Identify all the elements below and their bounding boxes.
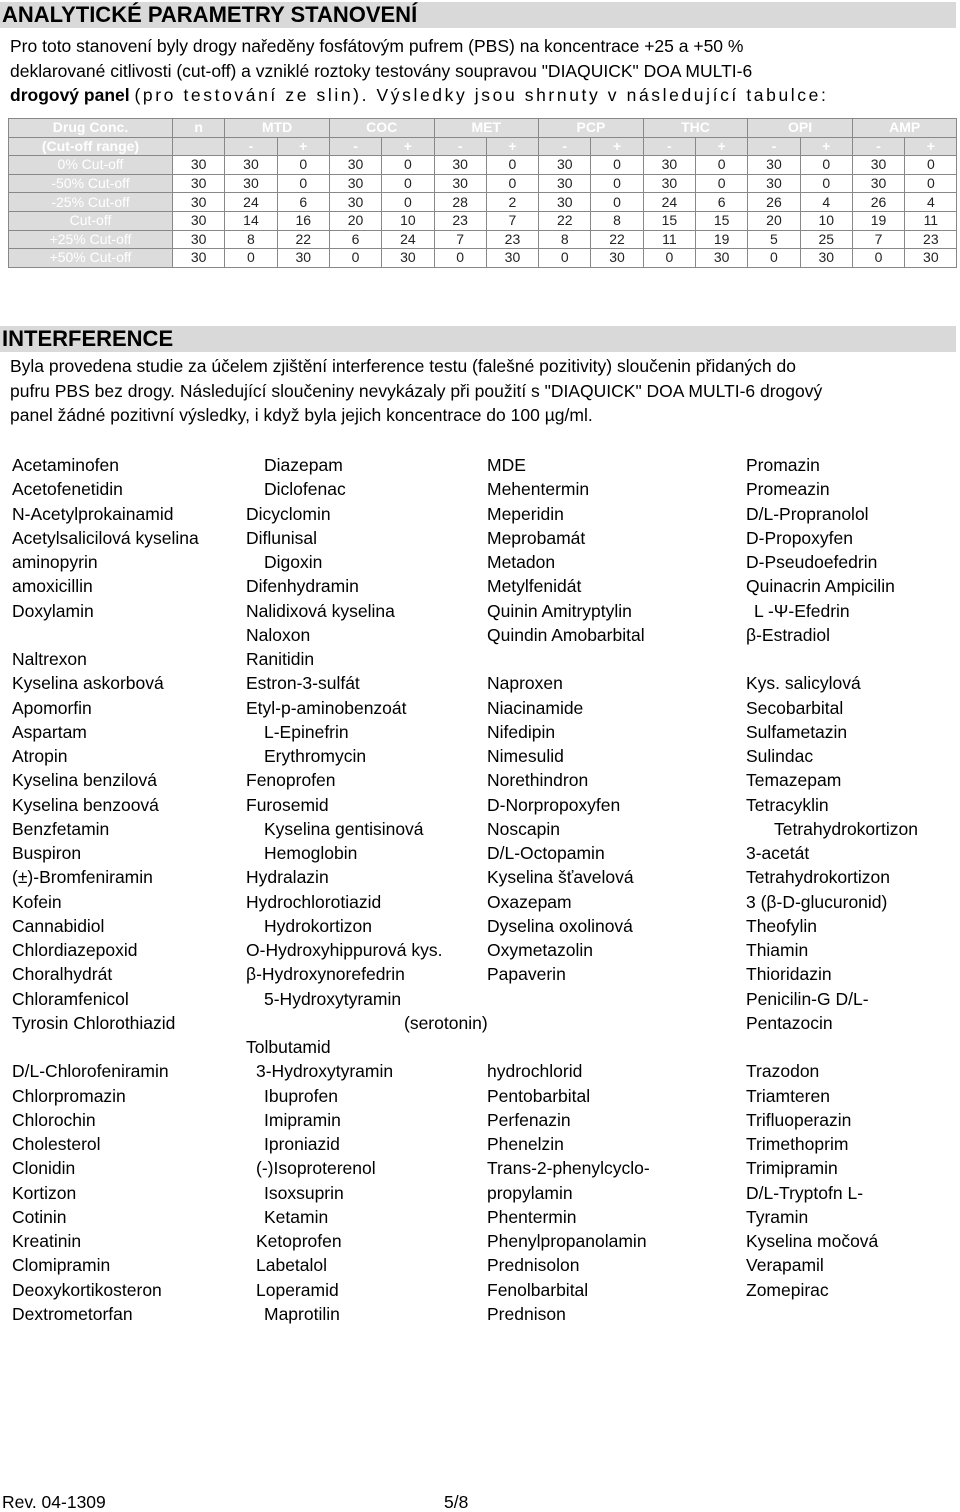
table-cell: 0 [434, 249, 486, 268]
compound-item: 3-Hydroxytyramin [256, 1061, 394, 1082]
compound-item: O-Hydroxyhippurová kys. [246, 940, 443, 960]
panel-note: (pro testování ze slin). Výsledky jsou shrnuty v následující tabulce: [134, 85, 829, 105]
compound-item: Trazodon [746, 1061, 820, 1082]
stanoveni-line-3 [10, 83, 956, 108]
table-cell: 0 [591, 193, 643, 212]
table-cell: 6 [277, 193, 329, 212]
table-cell: 30 [173, 193, 225, 212]
header-sign: + [591, 137, 643, 156]
table-cell: 0 [591, 156, 643, 175]
table-cell: 10 [800, 211, 852, 230]
compound-item: Thiamin [746, 940, 809, 960]
table-cell: 0 [539, 249, 591, 268]
panel-name: drogový panel [10, 85, 130, 105]
compound-item: Trimethoprim [746, 1134, 849, 1154]
table-cell: 30 [643, 174, 695, 193]
table-cell: 19 [852, 211, 904, 230]
compound-item: D/L-Propranolol [746, 503, 869, 524]
compound-item: Mehentermin [487, 479, 590, 500]
table-cell: 0 [591, 174, 643, 193]
section-title-stanoveni: ANALYTICKÉ PARAMETRY STANOVENÍ [0, 2, 956, 28]
compound-item: Apomorfin [12, 697, 92, 718]
compound-item: Diazepam [264, 455, 343, 475]
compound-item: Prednisolon [487, 1255, 580, 1276]
header-sign: + [382, 137, 434, 156]
compound-item: Cannabidiol [12, 915, 105, 936]
table-cell: 23 [905, 230, 957, 249]
compound-item: D-Norpropoxyfen [487, 794, 621, 815]
footer-revision: Rev. 04-1309 [2, 1492, 106, 1512]
table-cell: 0 [852, 249, 904, 268]
table-cell: 14 [225, 211, 277, 230]
compound-item: Zomepirac [746, 1279, 829, 1300]
table-header-row-1 [9, 119, 957, 138]
compound-item: Sulfametazin [746, 721, 848, 742]
table-row [9, 174, 957, 193]
compound-item: Dicyclomin [246, 503, 331, 524]
table-cell: 0 [748, 249, 800, 268]
header-sign: + [905, 137, 957, 156]
compound-item: Ibuprofen [264, 1085, 338, 1106]
compound-item: Naloxon [246, 624, 311, 645]
header-sign: - [434, 137, 486, 156]
compound-item: Tyrosin Chlorothiazid [12, 1012, 176, 1033]
table-cell: 20 [748, 211, 800, 230]
table-cell: 0 [277, 156, 329, 175]
compound-item: Isoxsuprin [264, 1182, 344, 1203]
compound-item: D-Pseudoefedrin [746, 552, 878, 572]
table-cell: 30 [905, 249, 957, 268]
table-cell: 0 [696, 174, 748, 193]
table-cell: 0 [905, 156, 957, 175]
compound-item: Chloramfenicol [12, 988, 129, 1009]
interference-line-2: pufru PBS bez drogy. Následující sloučeniny nevykázaly při použití s "DIAQUICK" DOA MULTI-6 drogový [10, 380, 823, 401]
compound-item: Tetracyklin [746, 794, 829, 815]
row-label: Cut-off [9, 211, 173, 230]
table-row [9, 156, 957, 175]
table-cell: 26 [748, 193, 800, 212]
compound-item: Fenoprofen [246, 770, 336, 791]
table-cell: 23 [486, 230, 538, 249]
table-cell: 15 [643, 211, 695, 230]
header-sign: - [539, 137, 591, 156]
header-met: MET [434, 119, 539, 138]
compound-item: Trans-2-phenylcyclo- [487, 1158, 650, 1179]
compound-item: Fenolbarbital [487, 1279, 589, 1300]
table-cell: 30 [173, 249, 225, 268]
compound-item: Phentermin [487, 1206, 577, 1227]
table-cell: 30 [225, 174, 277, 193]
compound-item: Trifluoperazin [746, 1109, 852, 1130]
table-cell: 22 [539, 211, 591, 230]
row-label: +50% Cut-off [9, 249, 173, 268]
header-drug-conc: Drug Conc. [9, 119, 173, 138]
compound-item: Pentazocin [746, 1012, 833, 1033]
compound-item: D/L-Octopamin [487, 843, 605, 863]
compound-item: Temazepam [746, 770, 842, 791]
compound-item: β-Estradiol [746, 624, 830, 645]
table-cell: 0 [486, 156, 538, 175]
interference-line-3: panel žádné pozitivní výsledky, i když byla jejich koncentrace do 100 µg/ml. [10, 405, 593, 425]
compound-item: Prednison [487, 1303, 566, 1324]
table-cell: 6 [329, 230, 381, 249]
compound-item: Quinin Amitryptylin [487, 600, 632, 621]
table-cell: 8 [225, 230, 277, 249]
compound-item: propylamin [487, 1182, 573, 1203]
compound-item: Digoxin [264, 552, 323, 572]
compound-item: Maprotilin [264, 1303, 340, 1324]
table-cell: 0 [486, 174, 538, 193]
compound-item: Etyl-p-aminobenzoát [246, 697, 407, 718]
compound-item: 5-Hydroxytyramin [264, 988, 402, 1009]
header-sign: - [329, 137, 381, 156]
compound-item: hydrochlorid [487, 1061, 583, 1082]
table-cell: 30 [800, 249, 852, 268]
compound-item: 3 (β-D-glucuronid) [746, 891, 888, 912]
table-cell: 24 [643, 193, 695, 212]
table-row [9, 249, 957, 268]
compound-item: Clonidin [12, 1158, 76, 1179]
table-cell: 4 [905, 193, 957, 212]
table-cell: 5 [748, 230, 800, 249]
table-cell: 7 [852, 230, 904, 249]
compound-item: Penicilin-G D/L- [746, 988, 869, 1009]
table-row [9, 193, 957, 212]
header-sign: + [486, 137, 538, 156]
table-cell: 26 [852, 193, 904, 212]
table-cell: 0 [800, 174, 852, 193]
compound-item: Nalidixová kyselina [246, 600, 395, 621]
header-n: n [173, 119, 225, 138]
compound-item: L-Epinefrin [264, 721, 349, 742]
interference-paragraph [10, 354, 956, 428]
compound-item: Diflunisal [246, 527, 317, 548]
table-cell: 4 [800, 193, 852, 212]
section-title-interference: INTERFERENCE [0, 326, 956, 352]
table-cell: 25 [800, 230, 852, 249]
compound-item: Naproxen [487, 673, 563, 694]
compound-item: Ranitidin [246, 649, 315, 669]
header-pcp: PCP [539, 119, 644, 138]
footer-page-number: 5/8 [444, 1492, 469, 1512]
compound-item: Kyselina močová [746, 1231, 879, 1251]
compound-item: Erythromycin [264, 746, 367, 766]
table-cell: 30 [382, 249, 434, 268]
table-cell: 0 [382, 174, 434, 193]
table-cell: 8 [591, 211, 643, 230]
table-cell: 30 [173, 174, 225, 193]
table-cell: 0 [277, 174, 329, 193]
compound-item: (±)-Bromfeniramin [12, 867, 153, 888]
compound-item: Hydrochlorotiazid [246, 891, 382, 912]
table-cell: 30 [748, 174, 800, 193]
compound-item: Imipramin [264, 1109, 341, 1130]
header-sign: + [800, 137, 852, 156]
table-cell: 22 [591, 230, 643, 249]
stanoveni-line-1: Pro toto stanovení byly drogy naředěny fosfátovým pufrem (PBS) na koncentrace +25 a +50 % [10, 36, 744, 56]
compound-item: Chlordiazepoxid [12, 940, 138, 960]
compound-item: Chlorochin [12, 1109, 96, 1130]
compound-item: Kofein [12, 891, 62, 912]
table-cell: 30 [173, 156, 225, 175]
compound-item: Labetalol [256, 1255, 328, 1276]
table-cell: 20 [329, 211, 381, 230]
table-cell: 0 [696, 156, 748, 175]
stanoveni-paragraph [10, 34, 956, 108]
compound-item: Promeazin [746, 479, 830, 500]
compound-item: Hydralazin [246, 867, 329, 888]
compound-item: Theofylin [746, 915, 818, 936]
table-cell: 11 [905, 211, 957, 230]
stanoveni-line-2: deklarované citlivosti (cut-off) a vzniklé roztoky testovány soupravou "DIAQUICK" DOA MULTI-6 [10, 60, 753, 81]
table-cell: 30 [696, 249, 748, 268]
header-sign: - [643, 137, 695, 156]
table-row [9, 230, 957, 249]
compound-item: Atropin [12, 746, 68, 766]
compound-item: Tolbutamid [246, 1037, 331, 1057]
compound-item: Tetrahydrokortizon [746, 867, 890, 888]
compound-item: Furosemid [246, 794, 329, 815]
compound-item: aminopyrin [12, 552, 98, 572]
compound-item: Cotinin [12, 1206, 67, 1227]
compound-item: β-Hydroxynorefedrin [246, 964, 405, 985]
compound-item: Loperamid [256, 1279, 339, 1300]
compound-item: Oxymetazolin [487, 940, 594, 960]
compound-item: Hemoglobin [264, 843, 358, 863]
compound-item: Kortizon [12, 1182, 77, 1203]
compound-item: Promazin [746, 455, 820, 475]
compound-item: Deoxykortikosteron [12, 1279, 162, 1300]
table-cell: 30 [329, 193, 381, 212]
table-cell: 30 [277, 249, 329, 268]
table-cell: 11 [643, 230, 695, 249]
table-cell: 0 [329, 249, 381, 268]
compound-item: Metylfenidát [487, 576, 582, 597]
compound-item: Kys. salicylová [746, 673, 861, 694]
header-cutoff-range: (Cut-off range) [9, 137, 173, 156]
compound-item: Kyselina benzoová [12, 794, 159, 815]
compound-item: Niacinamide [487, 697, 584, 718]
header-coc: COC [329, 119, 434, 138]
table-cell: 0 [382, 156, 434, 175]
compound-item: Oxazepam [487, 891, 572, 912]
table-cell: 19 [696, 230, 748, 249]
results-table [8, 118, 957, 268]
table-cell: 30 [591, 249, 643, 268]
table-cell: 28 [434, 193, 486, 212]
compound-item: (-)Isoproterenol [256, 1158, 376, 1179]
row-label: -25% Cut-off [9, 193, 173, 212]
compound-item: MDE [487, 455, 526, 475]
table-cell: 30 [434, 156, 486, 175]
row-label: +25% Cut-off [9, 230, 173, 249]
compound-item: Kyselina gentisinová [264, 818, 424, 839]
compound-item: Norethindron [487, 770, 589, 791]
table-cell: 24 [225, 193, 277, 212]
compound-item: Nimesulid [487, 746, 564, 766]
compound-item: Aspartam [12, 721, 87, 742]
compound-item: Acetofenetidin [12, 479, 123, 500]
table-cell: 6 [696, 193, 748, 212]
compound-item: Naltrexon [12, 649, 87, 669]
compound-item: Tyramin [746, 1206, 809, 1227]
compound-item: N-Acetylprokainamid [12, 503, 174, 524]
table-cell: 30 [539, 156, 591, 175]
compound-item: D-Propoxyfen [746, 527, 853, 548]
compound-item: Acetaminofen [12, 455, 120, 475]
compound-item: Estron-3-sulfát [246, 673, 360, 694]
table-cell: 30 [643, 156, 695, 175]
header-thc: THC [643, 119, 748, 138]
header-opi: OPI [748, 119, 853, 138]
table-cell: 10 [382, 211, 434, 230]
table-cell: 16 [277, 211, 329, 230]
compound-item: Clomipramin [12, 1255, 111, 1276]
table-cell: 24 [382, 230, 434, 249]
header-sign: + [696, 137, 748, 156]
compound-item: Perfenazin [487, 1109, 571, 1130]
header-sign [173, 137, 225, 156]
compound-item-note: (serotonin) [404, 1012, 488, 1033]
header-sign: - [748, 137, 800, 156]
compound-item: Phenylpropanolamin [487, 1231, 647, 1251]
compound-item: Triamteren [746, 1085, 830, 1106]
compound-item: Pentobarbital [487, 1085, 591, 1106]
compound-item: Nifedipin [487, 721, 556, 742]
compound-item: Iproniazid [264, 1134, 340, 1154]
table-cell: 22 [277, 230, 329, 249]
table-cell: 15 [696, 211, 748, 230]
compound-item: Kyselina askorbová [12, 673, 164, 694]
row-label: 0% Cut-off [9, 156, 173, 175]
header-sign: - [852, 137, 904, 156]
compound-item: D/L-Tryptofn L- [746, 1182, 864, 1203]
table-cell: 30 [173, 211, 225, 230]
table-cell: 30 [852, 156, 904, 175]
compound-item: 3-acetát [746, 843, 810, 863]
compound-item: Trimipramin [746, 1158, 838, 1179]
table-cell: 0 [382, 193, 434, 212]
compound-item: L -Ψ-Efedrin [754, 600, 850, 621]
compound-item: Secobarbital [746, 697, 844, 718]
compound-item: Papaverin [487, 964, 566, 985]
compound-item: Quindin Amobarbital [487, 624, 645, 645]
header-sign: + [277, 137, 329, 156]
table-cell: 30 [225, 156, 277, 175]
table-cell: 30 [173, 230, 225, 249]
table-row [9, 211, 957, 230]
compound-item: Sulindac [746, 746, 814, 766]
compound-item: Chlorpromazin [12, 1085, 126, 1106]
table-cell: 0 [225, 249, 277, 268]
compound-item: Kyselina benzilová [12, 770, 157, 791]
row-label: -50% Cut-off [9, 174, 173, 193]
compound-item: D/L-Chlorofeniramin [12, 1061, 169, 1082]
compound-item: Choralhydrát [12, 964, 113, 985]
compound-item: Diclofenac [264, 479, 346, 500]
compound-item: Acetylsalicilová kyselina [12, 527, 199, 548]
compound-item: Kreatinin [12, 1231, 82, 1251]
table-cell: 30 [486, 249, 538, 268]
compound-item: Dyselina oxolinová [487, 915, 633, 936]
compound-item: Hydrokortizon [264, 915, 372, 936]
interference-line-1: Byla provedena studie za účelem zjištění interference testu (falešné pozitivity) sloučenin přidaných do [10, 356, 796, 376]
compound-item: Ketamin [264, 1206, 329, 1227]
compound-item: Verapamil [746, 1255, 824, 1276]
compound-item: Tetrahydrokortizon [774, 818, 918, 839]
compound-item: Quinacrin Ampicilin [746, 576, 895, 597]
compound-item: Buspiron [12, 843, 82, 863]
table-cell: 30 [539, 174, 591, 193]
table-cell: 8 [539, 230, 591, 249]
table-cell: 30 [329, 156, 381, 175]
header-mtd: MTD [225, 119, 330, 138]
compound-item: Thioridazin [746, 964, 832, 985]
table-cell: 30 [329, 174, 381, 193]
compound-item: Difenhydramin [246, 576, 359, 597]
compound-item: Ketoprofen [256, 1231, 342, 1251]
table-header-row-2 [9, 137, 957, 156]
compound-item: Dextrometorfan [12, 1303, 133, 1324]
table-cell: 23 [434, 211, 486, 230]
table-cell: 0 [643, 249, 695, 268]
compound-item: Metadon [487, 552, 556, 572]
table-cell: 30 [539, 193, 591, 212]
table-cell: 0 [905, 174, 957, 193]
compound-item: amoxicillin [12, 576, 93, 597]
header-amp: AMP [852, 119, 957, 138]
compound-item: Cholesterol [12, 1134, 101, 1154]
compound-item: Kyselina šťavelová [487, 867, 634, 888]
table-cell: 30 [434, 174, 486, 193]
header-sign: - [225, 137, 277, 156]
table-cell: 7 [486, 211, 538, 230]
table-cell: 30 [748, 156, 800, 175]
compound-item: Doxylamin [12, 600, 94, 621]
compound-item: Phenelzin [487, 1134, 564, 1154]
compound-item: Benzfetamin [12, 818, 110, 839]
compound-item: Noscapin [487, 818, 560, 839]
table-cell: 30 [852, 174, 904, 193]
table-cell: 0 [800, 156, 852, 175]
compound-item: Meperidin [487, 503, 564, 524]
compound-item: Meprobamát [487, 527, 586, 548]
table-cell: 2 [486, 193, 538, 212]
table-cell: 7 [434, 230, 486, 249]
